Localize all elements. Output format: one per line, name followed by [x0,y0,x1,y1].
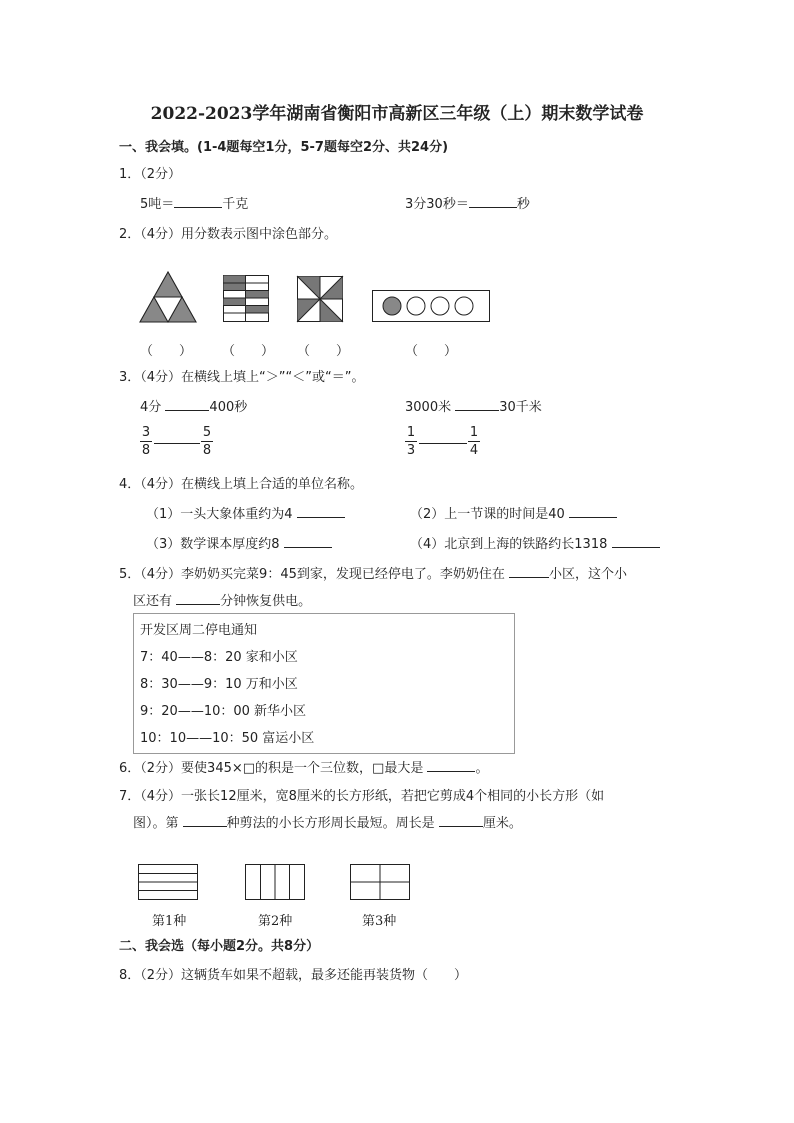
q5-line-2-b: 分钟恢复供电。 [220,594,312,609]
q4-item-3 [146,533,332,552]
q1-right-post: 秒 [516,197,530,212]
q3-a [140,396,247,415]
q5-blank-1[interactable] [509,565,549,578]
q4-item-3-text: （3）数学课本厚度约8 [146,537,280,552]
q4-item-4 [410,533,660,552]
q1-left-blank[interactable] [174,195,222,208]
q4-item-2-text: （2）上一节课的时间是40 [410,507,565,522]
q7-line-2 [133,812,522,831]
q6 [119,757,488,776]
q2-circles-figure [372,290,490,322]
notice-row-2: 8：30——9：10 万和小区 [140,677,298,692]
q4-item-3-blank[interactable] [284,535,332,548]
q3-b-post: 30千米 [499,400,542,415]
q8-stem: 8．（2分）这辆货车如果不超载，最多还能再装货物（ ） [119,968,468,983]
q3-d-fraction-1 [405,425,417,458]
q6-post: 。 [475,761,489,776]
q3-d-num-1: 1 [406,425,416,440]
section-1-heading: 一、我会填。(1-4题每空1分，5-7题每空2分、共24分) [119,140,449,155]
q2-triangle-figure [139,271,197,323]
q3-c-num-1: 3 [141,425,151,440]
q7-line-2-b: 种剪法的小长方形周长最短。周长是 [226,816,435,831]
q3-c-den-1: 8 [141,443,151,458]
q5-line-1 [119,563,627,582]
q3-b-blank[interactable] [455,398,499,411]
q3-d-fraction-2 [468,425,480,458]
q3-d-den-2: 4 [469,443,479,458]
notice-row-4: 10：10——10：50 富运小区 [140,731,315,746]
q7-cut-2-figure [245,864,305,900]
section-2-heading: 二、我会选（每小题2分。共8分） [119,939,320,954]
q5-blank-2[interactable] [176,592,220,605]
q3-b-pre: 3000米 [405,400,452,415]
q3-c-num-2: 5 [202,425,212,440]
q7-label-1: 第1种 [152,914,187,929]
q2-answer-3[interactable]: （ ） [297,344,350,359]
q1-left [140,193,248,212]
q6-pre: 6．（2分）要使345×□的积是一个三位数，□最大是 [119,761,424,776]
q3-stem: 3．（4分）在横线上填上“＞”“＜”或“＝”。 [119,370,365,385]
q1-left-post: 千克 [222,197,249,212]
q7-blank-2[interactable] [439,814,483,827]
q3-d-num-2: 1 [469,425,479,440]
q3-c-fraction-1 [140,425,152,458]
q4-item-1-text: （1）一头大象体重约为4 [146,507,293,522]
q4-item-1 [146,503,345,522]
q1-stem: 1．（2分） [119,167,182,182]
q3-c-blank[interactable] [154,431,200,444]
q7-line-1: 7．（4分）一张长12厘米，宽8厘米的长方形纸，若把它剪成4个相同的小长方形（如 [119,789,605,804]
q2-bricks-figure [223,275,269,322]
q1-right-pre: 3分30秒＝ [405,197,469,212]
q3-b [405,396,542,415]
page-title: 2022-2023学年湖南省衡阳市高新区三年级（上）期末数学试卷 [150,104,644,124]
q3-a-blank[interactable] [165,398,209,411]
q6-blank[interactable] [427,759,475,772]
q7-label-2: 第2种 [258,914,293,929]
q7-blank-1[interactable] [183,814,227,827]
q2-stem: 2．（4分）用分数表示图中涂色部分。 [119,227,338,242]
power-outage-notice [133,613,515,754]
q7-label-3: 第3种 [362,914,397,929]
q7-line-2-a: 图）。第 [133,816,179,831]
q2-answer-1[interactable]: （ ） [140,344,193,359]
q1-right [405,193,530,212]
notice-title: 开发区周二停电通知 [140,623,258,638]
q5-line-2-a: 区还有 [133,594,173,609]
q4-item-1-blank[interactable] [297,505,345,518]
q3-c-fraction-2 [201,425,213,458]
q4-item-2-blank[interactable] [569,505,617,518]
q3-a-pre: 4分 [140,400,162,415]
q2-answer-2[interactable]: （ ） [222,344,275,359]
q5-line-1-b: 小区，这个小 [549,567,628,582]
q4-item-4-blank[interactable] [612,535,660,548]
q3-d-blank[interactable] [419,431,467,444]
notice-row-3: 9：20——10：00 新华小区 [140,704,307,719]
q7-cut-3-figure [350,864,410,900]
q1-left-pre: 5吨＝ [140,197,175,212]
q4-item-4-text: （4）北京到上海的铁路约长1318 [410,537,608,552]
q4-item-2 [410,503,617,522]
q2-answer-4[interactable]: （ ） [405,344,458,359]
q2-square-figure [297,276,343,322]
q3-c-den-2: 8 [202,443,212,458]
q7-line-2-c: 厘米。 [482,816,522,831]
q3-a-post: 400秒 [209,400,248,415]
q4-stem: 4．（4分）在横线上填上合适的单位名称。 [119,477,364,492]
q1-right-blank[interactable] [469,195,517,208]
q5-line-2 [133,590,311,609]
q3-d-den-1: 3 [406,443,416,458]
notice-row-1: 7：40——8：20 家和小区 [140,650,298,665]
q7-cut-1-figure [138,864,198,900]
q5-line-1-a: 5．（4分）李奶奶买完菜9：45到家，发现已经停电了。李奶奶住在 [119,567,505,582]
